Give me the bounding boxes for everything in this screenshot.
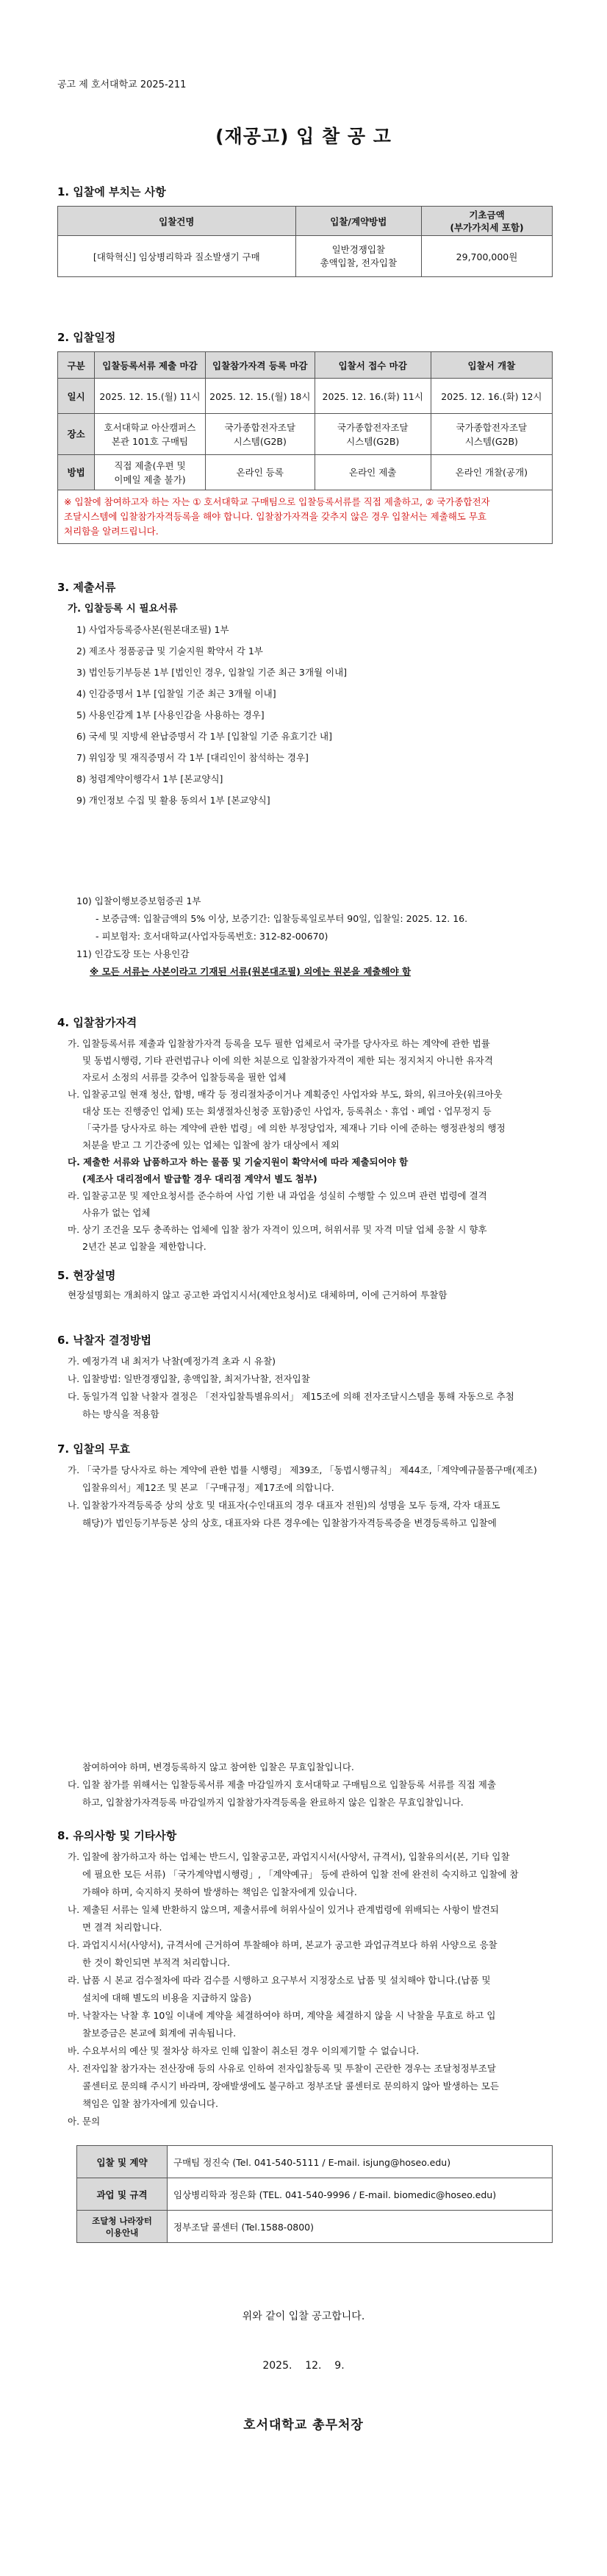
list-item: 5) 사용인감계 1부 [사용인감을 사용하는 경우] (76, 709, 265, 720)
list-item: 1) 사업자등록증사본(원본대조필) 1부 (76, 624, 229, 635)
schedule-table (57, 351, 553, 544)
base-price: 29,700,000원 (422, 236, 553, 277)
invalid-bid-text: 가. 「국가를 당사자로 하는 계약에 관한 법률 시행령」 제39조, 「동법시행규칙」 제44조,「계약예규물품구매(제조) 입찰유의서」제12조 및 본교 「구매규정」제17조에 의합니다. 나. 입찰참가자격등록증 상의 상호 및 대표자(수인대표의 경우 대표자 전원)의 성명을 모두 등재, 각자 대표도 해당)가 법인등기부등본 상의 상호, 대표자와 다른 경우에는 입찰참가자격등록증을 변경등록하고 입찰에 (68, 1464, 537, 1528)
section-7-heading: 7. 입찰의 무효 (57, 1442, 131, 1456)
schedule-header: 입찰서 개찰 (431, 352, 552, 379)
contact-table (76, 2145, 553, 2243)
schedule-cell: 호서대학교 아산캠퍼스 본관 101호 구매팀 (95, 414, 206, 455)
col-header-method: 입찰/계약방법 (295, 207, 421, 236)
bid-method: 일반경쟁입찰 총액입찰, 전자입찰 (295, 236, 421, 277)
schedule-header: 구분 (58, 352, 95, 379)
contact-label: 조달청 나라장터 이용안내 (77, 2211, 168, 2243)
section-5-heading: 5. 현장설명 (57, 1269, 116, 1282)
page-title: (재공고) 입 찰 공 고 (215, 126, 392, 147)
col-header-price: 기초금액 (부가가치세 포함) (422, 207, 553, 236)
schedule-cell: 국가종합전자조달 시스템(G2B) (205, 414, 315, 455)
list-item: 8) 청렴계약이행각서 1부 [본교양식] (76, 773, 223, 784)
list-item: 11) 인감도장 또는 사용인감 (76, 948, 190, 959)
schedule-cell: 국가종합전자조달 시스템(G2B) (315, 414, 431, 455)
section-8-heading: 8. 유의사항 및 기타사항 (57, 1829, 177, 1842)
schedule-header: 입찰등록서류 제출 마감 (95, 352, 206, 379)
section-3-heading: 3. 제출서류 (57, 581, 116, 594)
schedule-cell: 온라인 제출 (315, 455, 431, 490)
contact-label: 과업 및 규격 (77, 2178, 168, 2211)
notice-date: 2025. 12. 9. (262, 2360, 345, 2372)
bid-item-table (57, 206, 553, 277)
schedule-cell: 국가종합전자조달 시스템(G2B) (431, 414, 552, 455)
section-6-heading: 6. 낙찰자 결정방법 (57, 1334, 152, 1347)
site-briefing-text: 현장설명회는 개최하지 않고 공고한 과업지시서(제안요청서)로 대체하며, 이에 근거하여 투찰함 (68, 1289, 448, 1300)
notes-text: 가. 입찰에 참가하고자 하는 업체는 반드시, 입찰공고문, 과업지시서(사양서, 규격서), 입찰유의서(본, 기타 입찰 에 필요한 모든 서류) 「국가계약법시행령」, 「계약예규」 등에 관하여 입찰 전에 완전히 숙지하고 입찰에 참 가해야 하며, 숙지하지 못하여 발생하는 책임은 입찰자에게 있습니다. 나. 제출된 서류는 일체 반환하지 않으며, 제출서류에 허위사실이 있거나 관계법령에 위배되는 사항이 발견되 면 결격 처리합니다. 다. 과업지시서(사양서), 규격서에 근거하여 투찰해야 하며, 본교가 공고한 과업규격보다 하위 사양으로 응찰 한 것이 확인되면 부적격 처리합니다. 라. 납품 시 본교 검수절차에 따라 검수를 시행하고 요구부서 지정장소로 납품 및 설치해야 합니다.(납품 및 설치에 대해 별도의 비용을 지급하지 않음) 마. 낙찰자는 낙찰 후 10일 이내에 계약을 체결하여야 하며, 계약을 체결하지 않을 시 낙찰을 무효로 하고 입 찰보증금은 본교에 회계에 귀속됩니다. 바. 수요부서의 예산 및 절차상 하자로 인해 입찰이 취소된 경우 이의제기할 수 없습니다. 사. 전자입찰 참가자는 전산장애 등의 사유로 인하여 전자입찰등록 및 투찰이 곤란한 경우는 조달청정부조달 콜센터로 문의해 주시기 바라며, 장애발생에도 불구하고 정부조달 콜센터로 문의하지 않아 발생하는 모든 책임은 입찰 참가자에게 있습니다. 아. 문의 (68, 1851, 519, 2127)
schedule-cell: 2025. 12. 16.(화) 12시 (431, 379, 552, 414)
list-item: - 보증금액: 입찰금액의 5% 이상, 보증기간: 입찰등록일로부터 90일, 입찰일: 2025. 12. 16. (96, 913, 468, 924)
schedule-cell: 2025. 12. 15.(월) 11시 (95, 379, 206, 414)
bid-item-name: [대학혁신] 임상병리학과 질소발생기 구매 (58, 236, 296, 277)
contact-value: 구매팀 정진숙 (Tel. 041-540-5111 / E-mail. isjung@hoseo.edu) (168, 2146, 553, 2178)
required-documents-list (76, 619, 347, 811)
required-documents-list-cont (76, 892, 467, 981)
contact-label: 입찰 및 계약 (77, 2146, 168, 2178)
list-item: 9) 개인정보 수집 및 활용 동의서 1부 [본교양식] (76, 795, 270, 806)
schedule-cell: 2025. 12. 15.(월) 18시 (205, 379, 315, 414)
schedule-row-label: 일시 (58, 379, 95, 414)
col-header-item: 입찰건명 (58, 207, 296, 236)
section-2-heading: 2. 입찰일정 (57, 331, 116, 344)
schedule-row-label: 장소 (58, 414, 95, 455)
schedule-note: ※ 입찰에 참여하고자 하는 자는 ① 호서대학교 구매팀으로 입찰등록서류를 직접 제출하고, ② 국가종합전자 조달시스템에 입찰참가자격등록을 해야 합니다. 입찰참가자격을 갖추지 않은 경우 입찰서는 제출해도 무효 처리함을 알려드립니다. (58, 490, 553, 544)
issuer: 호서대학교 총무처장 (243, 2418, 364, 2433)
list-item: 10) 입찰이행보증보험증권 1부 (76, 895, 201, 906)
schedule-cell: 온라인 개찰(공개) (431, 455, 552, 490)
list-item: 7) 위임장 및 재직증명서 각 1부 [대리인이 참석하는 경우] (76, 752, 309, 763)
contact-value: 정부조달 콜센터 (Tel.1588-0800) (168, 2211, 553, 2243)
list-item: - 피보험자: 호서대학교(사업자등록번호: 312-82-00670) (96, 931, 328, 942)
section-3-subheading: 가. 입찰등록 시 필요서류 (68, 603, 178, 615)
list-item: 3) 법인등기부등본 1부 [법인인 경우, 입찰일 기준 최근 3개월 이내] (76, 667, 348, 678)
award-method-text: 가. 예정가격 내 최저가 낙찰(예정가격 초과 시 유찰) 나. 입찰방법: 일반경쟁입찰, 총액입찰, 최저가낙찰, 전자입찰 다. 동일가격 입찰 낙찰자 결정은 「전자입찰특별유의서」 제15조에 의해 전자조달시스템을 통해 자동으로 추첨 하는 방식을 적용함 (68, 1356, 514, 1420)
list-item: 4) 인감증명서 1부 [입찰일 기준 최근 3개월 이내] (76, 688, 276, 699)
documents-note: ※ 모든 서류는 사본이라고 기재된 서류(원본대조필) 외에는 원본을 제출해야 함 (90, 966, 412, 977)
invalid-bid-text-cont: 참여하여야 하며, 변경등록하지 않고 참여한 입찰은 무효입찰입니다. 다. 입찰 참가를 위해서는 입찰등록서류 제출 마감일까지 호서대학교 구매팀으로 입찰등록 서류를 직접 제출 하고, 입찰참가자격등록 마감일까지 입찰참가자격등록을 완료하지 않은 입찰은 무효입찰입니다. (68, 1761, 496, 1808)
schedule-header: 입찰참가자격 등록 마감 (205, 352, 315, 379)
list-item: 6) 국세 및 지방세 완납증명서 각 1부 [입찰일 기준 유효기간 내] (76, 731, 332, 742)
schedule-cell: 직접 제출(우편 및 이메일 제출 불가) (95, 455, 206, 490)
schedule-row-label: 방법 (58, 455, 95, 490)
notice-number: 공고 제 호서대학교 2025-211 (57, 79, 187, 90)
schedule-cell: 온라인 등록 (205, 455, 315, 490)
section-4-heading: 4. 입찰참가자격 (57, 1016, 137, 1029)
closing-statement: 위와 같이 입찰 공고합니다. (242, 2311, 365, 2322)
section-1-heading: 1. 입찰에 부치는 사항 (57, 185, 166, 198)
schedule-header: 입찰서 접수 마감 (315, 352, 431, 379)
contact-value: 임상병리학과 정은화 (TEL. 041-540-9996 / E-mail. biomedic@hoseo.edu) (168, 2178, 553, 2211)
eligibility-text: 가. 입찰등록서류 제출과 입찰참가자격 등록을 모두 필한 업체로서 국가를 당사자로 하는 계약에 관한 법률 및 동법시행령, 기타 관련법규나 이에 의한 처분으로 입찰참가자격이 제한 되는 정지처지 아니한 유자격 자로서 소정의 서류를 갖추어 입찰등록을 필한 업체 나. 입찰공고일 현재 청산, 합병, 매각 등 정리절차중이거나 계획중인 사업자와 부도, 화의, 워크아웃(워크아웃 대상 또는 진행중인 업체) 또는 회생절차신청중 포함)중인 사업자, 등록취소ㆍ휴업ㆍ폐업ㆍ업무정지 등 「국가를 당사자로 하는 계약에 관한 법령」에 의한 부정당업자, 제재나 기타 이에 준하는 행정관청의 행정 처분을 받고 그 기간중에 있는 업체는 입찰에 참가 대상에서 제외 다. 제출한 서류와 납품하고자 하는 물품 및 기술지원이 확약서에 따라 제출되어야 함 (제조사 대리점에서 발급할 경우 대리점 계약서 별도 첨부) 라. 입찰공고문 및 제안요청서를 준수하여 사업 기한 내 과업을 성실히 수행할 수 있으며 관련 법령에 결격 사유가 없는 업체 마. 상기 조건을 모두 충족하는 업체에 입찰 참가 자격이 있으며, 허위서류 및 자격 미달 업체 응찰 시 향후 2년간 본교 입찰을 제한합니다. (68, 1038, 506, 1252)
schedule-cell: 2025. 12. 16.(화) 11시 (315, 379, 431, 414)
list-item: 2) 제조사 정품공급 및 기술지원 확약서 각 1부 (76, 645, 263, 656)
